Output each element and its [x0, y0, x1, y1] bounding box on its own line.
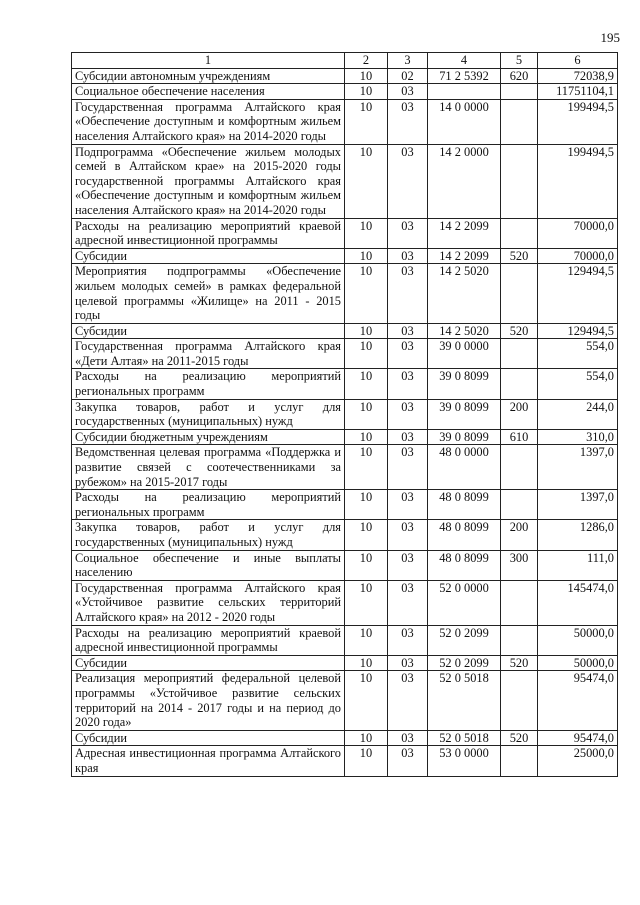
expense-type-cell — [501, 671, 538, 730]
expense-type-cell — [501, 144, 538, 218]
table-row — [72, 264, 618, 323]
row-name-cell: Реализация мероприятий федеральной целевой программы «Устойчивое развитие сельских территорий на 2014 - 2017 годы и на период до 2020 года» — [72, 671, 345, 730]
table-row — [72, 248, 618, 264]
target-article-cell: 53 0 0000 — [428, 746, 501, 776]
expense-type-cell: 620 — [501, 68, 538, 84]
subsection-code-cell: 03 — [388, 625, 428, 655]
section-code-cell: 10 — [345, 339, 388, 369]
subsection-code-cell: 03 — [388, 580, 428, 625]
amount-cell: 244,0 — [538, 399, 618, 429]
section-code-cell: 10 — [345, 625, 388, 655]
table-row — [72, 671, 618, 730]
table-row — [72, 730, 618, 746]
expense-type-cell: 610 — [501, 429, 538, 445]
amount-cell: 111,0 — [538, 550, 618, 580]
row-name-cell: Субсидии автономным учреждениям — [72, 68, 345, 84]
table-row — [72, 429, 618, 445]
table-row — [72, 520, 618, 550]
section-code-cell: 10 — [345, 99, 388, 144]
table-row — [72, 550, 618, 580]
target-article-cell: 48 0 0000 — [428, 445, 501, 490]
row-name-cell: Ведомственная целевая программа «Поддержка и развитие связей с соотечественниками за рубежом» на 2015-2017 годы — [72, 445, 345, 490]
amount-cell: 1397,0 — [538, 490, 618, 520]
section-code-cell: 10 — [345, 248, 388, 264]
table-row — [72, 445, 618, 490]
section-code-cell: 10 — [345, 490, 388, 520]
row-name-cell: Субсидии бюджетным учреждениям — [72, 429, 345, 445]
row-name-cell: Расходы на реализацию мероприятий краевой адресной инвестиционной программы — [72, 625, 345, 655]
row-name-cell: Расходы на реализацию мероприятий региональных программ — [72, 490, 345, 520]
target-article-cell: 48 0 8099 — [428, 520, 501, 550]
subsection-code-cell: 03 — [388, 84, 428, 100]
column-header: 5 — [501, 53, 538, 69]
budget-table — [71, 52, 618, 777]
page-number: 195 — [600, 30, 620, 45]
target-article-cell: 14 2 0000 — [428, 144, 501, 218]
row-name-cell: Государственная программа Алтайского края «Устойчивое развитие сельских территорий Алтайского края» на 2012 - 2020 годы — [72, 580, 345, 625]
expense-type-cell: 300 — [501, 550, 538, 580]
amount-cell: 50000,0 — [538, 655, 618, 671]
table-row — [72, 68, 618, 84]
subsection-code-cell: 03 — [388, 655, 428, 671]
amount-cell: 95474,0 — [538, 730, 618, 746]
target-article-cell: 14 0 0000 — [428, 99, 501, 144]
section-code-cell: 10 — [345, 218, 388, 248]
amount-cell: 50000,0 — [538, 625, 618, 655]
section-code-cell: 10 — [345, 580, 388, 625]
expense-type-cell — [501, 490, 538, 520]
table-row — [72, 490, 618, 520]
subsection-code-cell: 03 — [388, 490, 428, 520]
subsection-code-cell: 03 — [388, 445, 428, 490]
target-article-cell: 52 0 0000 — [428, 580, 501, 625]
table-row — [72, 746, 618, 776]
amount-cell: 11751104,1 — [538, 84, 618, 100]
row-name-cell: Субсидии — [72, 730, 345, 746]
section-code-cell: 10 — [345, 550, 388, 580]
table-row — [72, 144, 618, 218]
subsection-code-cell: 03 — [388, 323, 428, 339]
row-name-cell: Субсидии — [72, 323, 345, 339]
section-code-cell: 10 — [345, 264, 388, 323]
target-article-cell: 14 2 5020 — [428, 264, 501, 323]
target-article-cell: 39 0 8099 — [428, 399, 501, 429]
amount-cell: 199494,5 — [538, 99, 618, 144]
row-name-cell: Закупка товаров, работ и услуг для государственных (муниципальных) нужд — [72, 399, 345, 429]
table-body — [72, 68, 618, 776]
expense-type-cell: 200 — [501, 520, 538, 550]
subsection-code-cell: 03 — [388, 429, 428, 445]
table-row — [72, 580, 618, 625]
subsection-code-cell: 03 — [388, 264, 428, 323]
row-name-cell: Расходы на реализацию мероприятий региональных программ — [72, 369, 345, 399]
subsection-code-cell: 03 — [388, 218, 428, 248]
subsection-code-cell: 03 — [388, 520, 428, 550]
row-name-cell: Подпрограмма «Обеспечение жильем молодых семей в Алтайском крае» на 2015-2020 годы государственной программы Алтайского края «Обеспечение доступным и комфортным жильем населения Алтайского края» на 2014-2020 годы — [72, 144, 345, 218]
target-article-cell: 52 0 5018 — [428, 671, 501, 730]
table-row — [72, 99, 618, 144]
section-code-cell: 10 — [345, 520, 388, 550]
amount-cell: 145474,0 — [538, 580, 618, 625]
row-name-cell: Социальное обеспечение и иные выплаты населению — [72, 550, 345, 580]
target-article-cell: 14 2 5020 — [428, 323, 501, 339]
amount-cell: 129494,5 — [538, 264, 618, 323]
subsection-code-cell: 03 — [388, 248, 428, 264]
section-code-cell: 10 — [345, 84, 388, 100]
table-row — [72, 339, 618, 369]
expense-type-cell — [501, 580, 538, 625]
target-article-cell: 71 2 5392 — [428, 68, 501, 84]
target-article-cell: 48 0 8099 — [428, 490, 501, 520]
target-article-cell: 52 0 2099 — [428, 625, 501, 655]
table-row — [72, 625, 618, 655]
row-name-cell: Адресная инвестиционная программа Алтайского края — [72, 746, 345, 776]
expense-type-cell: 520 — [501, 248, 538, 264]
section-code-cell: 10 — [345, 68, 388, 84]
amount-cell: 95474,0 — [538, 671, 618, 730]
header-row — [72, 53, 618, 69]
subsection-code-cell: 03 — [388, 144, 428, 218]
row-name-cell: Государственная программа Алтайского края «Дети Алтая» на 2011-2015 годы — [72, 339, 345, 369]
expense-type-cell: 520 — [501, 655, 538, 671]
subsection-code-cell: 03 — [388, 550, 428, 580]
expense-type-cell: 520 — [501, 323, 538, 339]
subsection-code-cell: 03 — [388, 746, 428, 776]
target-article-cell: 14 2 2099 — [428, 218, 501, 248]
column-header: 6 — [538, 53, 618, 69]
target-article-cell: 39 0 0000 — [428, 339, 501, 369]
section-code-cell: 10 — [345, 746, 388, 776]
section-code-cell: 10 — [345, 399, 388, 429]
column-header: 1 — [72, 53, 345, 69]
subsection-code-cell: 03 — [388, 399, 428, 429]
subsection-code-cell: 03 — [388, 339, 428, 369]
row-name-cell: Социальное обеспечение населения — [72, 84, 345, 100]
subsection-code-cell: 02 — [388, 68, 428, 84]
amount-cell: 1286,0 — [538, 520, 618, 550]
section-code-cell: 10 — [345, 445, 388, 490]
expense-type-cell — [501, 339, 538, 369]
expense-type-cell — [501, 84, 538, 100]
table-row — [72, 369, 618, 399]
expense-type-cell — [501, 264, 538, 323]
amount-cell: 70000,0 — [538, 218, 618, 248]
expense-type-cell — [501, 99, 538, 144]
subsection-code-cell: 03 — [388, 730, 428, 746]
section-code-cell: 10 — [345, 655, 388, 671]
section-code-cell: 10 — [345, 429, 388, 445]
row-name-cell: Субсидии — [72, 248, 345, 264]
table-row — [72, 399, 618, 429]
amount-cell: 25000,0 — [538, 746, 618, 776]
amount-cell: 199494,5 — [538, 144, 618, 218]
target-article-cell: 14 2 2099 — [428, 248, 501, 264]
expense-type-cell: 200 — [501, 399, 538, 429]
row-name-cell: Государственная программа Алтайского края «Обеспечение доступным и комфортным жильем населения Алтайского края» на 2014-2020 годы — [72, 99, 345, 144]
target-article-cell: 52 0 2099 — [428, 655, 501, 671]
row-name-cell: Закупка товаров, работ и услуг для государственных (муниципальных) нужд — [72, 520, 345, 550]
amount-cell: 129494,5 — [538, 323, 618, 339]
target-article-cell: 39 0 8099 — [428, 429, 501, 445]
amount-cell: 554,0 — [538, 339, 618, 369]
section-code-cell: 10 — [345, 671, 388, 730]
section-code-cell: 10 — [345, 323, 388, 339]
section-code-cell: 10 — [345, 369, 388, 399]
amount-cell: 72038,9 — [538, 68, 618, 84]
section-code-cell: 10 — [345, 730, 388, 746]
row-name-cell: Расходы на реализацию мероприятий краевой адресной инвестиционной программы — [72, 218, 345, 248]
row-name-cell: Субсидии — [72, 655, 345, 671]
section-code-cell: 10 — [345, 144, 388, 218]
subsection-code-cell: 03 — [388, 671, 428, 730]
expense-type-cell — [501, 369, 538, 399]
table-row — [72, 218, 618, 248]
expense-type-cell — [501, 218, 538, 248]
column-header: 4 — [428, 53, 501, 69]
expense-type-cell — [501, 746, 538, 776]
table-row — [72, 84, 618, 100]
row-name-cell: Мероприятия подпрограммы «Обеспечение жильем молодых семей» в рамках федеральной целевой программы «Жилище» на 2011 - 2015 годы — [72, 264, 345, 323]
expense-type-cell — [501, 625, 538, 655]
column-header: 3 — [388, 53, 428, 69]
subsection-code-cell: 03 — [388, 99, 428, 144]
amount-cell: 1397,0 — [538, 445, 618, 490]
target-article-cell: 48 0 8099 — [428, 550, 501, 580]
amount-cell: 70000,0 — [538, 248, 618, 264]
column-header: 2 — [345, 53, 388, 69]
amount-cell: 554,0 — [538, 369, 618, 399]
target-article-cell: 52 0 5018 — [428, 730, 501, 746]
target-article-cell: 39 0 8099 — [428, 369, 501, 399]
expense-type-cell: 520 — [501, 730, 538, 746]
subsection-code-cell: 03 — [388, 369, 428, 399]
expense-type-cell — [501, 445, 538, 490]
table-row — [72, 655, 618, 671]
table-row — [72, 323, 618, 339]
target-article-cell — [428, 84, 501, 100]
amount-cell: 310,0 — [538, 429, 618, 445]
